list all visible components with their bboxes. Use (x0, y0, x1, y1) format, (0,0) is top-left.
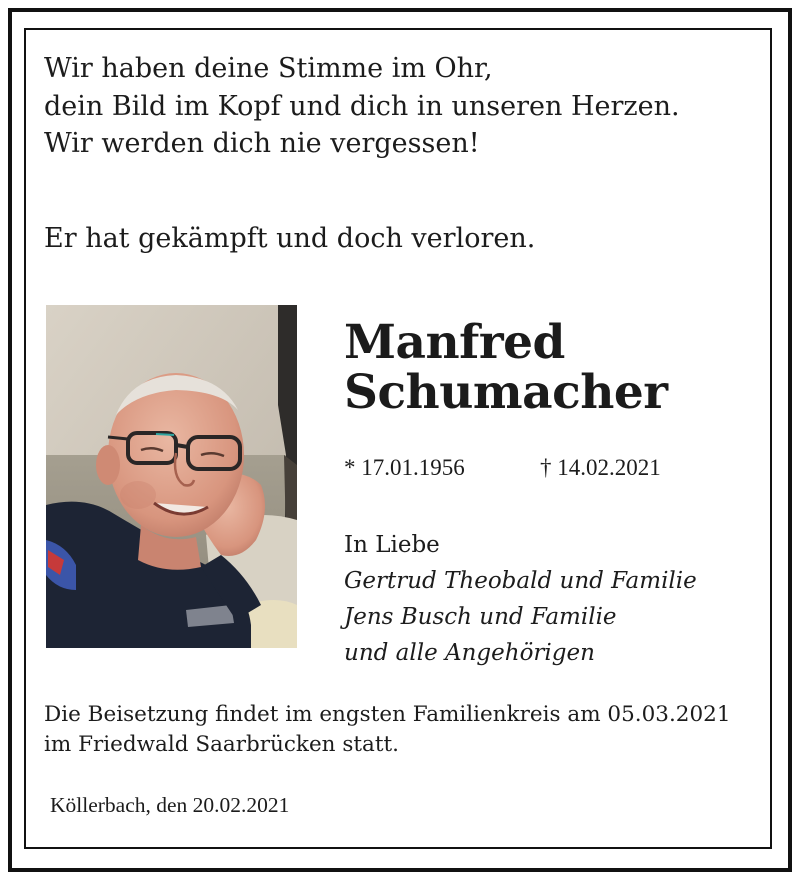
death-date: † 14.02.2021 (540, 455, 661, 480)
mourner-name: Gertrud Theobald und Familie (344, 568, 697, 594)
inner-frame (24, 28, 772, 849)
mourners-block (344, 527, 697, 671)
burial-line: im Friedwald Saarbrücken statt. (44, 732, 399, 757)
last-name: Schumacher (344, 365, 668, 420)
obituary-notice (8, 8, 792, 872)
mourner-name: und alle Angehörigen (344, 640, 595, 666)
first-name: Manfred (344, 315, 565, 370)
life-dates (344, 454, 661, 482)
burial-line: Die Beisetzung findet im engsten Familienkreis am 05.03.2021 (44, 702, 731, 727)
deceased-name (344, 315, 668, 420)
portrait-photo (46, 305, 297, 648)
birth-date: * 17.01.1956 (344, 455, 465, 480)
intro-verse (44, 50, 680, 163)
intro-line: Wir haben deine Stimme im Ohr, (44, 53, 493, 84)
intro-line: dein Bild im Kopf und dich in unseren Herzen. (44, 90, 680, 122)
burial-notice (44, 700, 731, 760)
mourners-intro: In Liebe (344, 532, 440, 558)
mourner-name: Jens Busch und Familie (344, 604, 617, 630)
struggle-line: Er hat gekämpft und doch verloren. (44, 223, 536, 254)
intro-line: Wir werden dich nie vergessen! (44, 128, 480, 159)
place-and-date: Köllerbach, den 20.02.2021 (50, 793, 290, 817)
